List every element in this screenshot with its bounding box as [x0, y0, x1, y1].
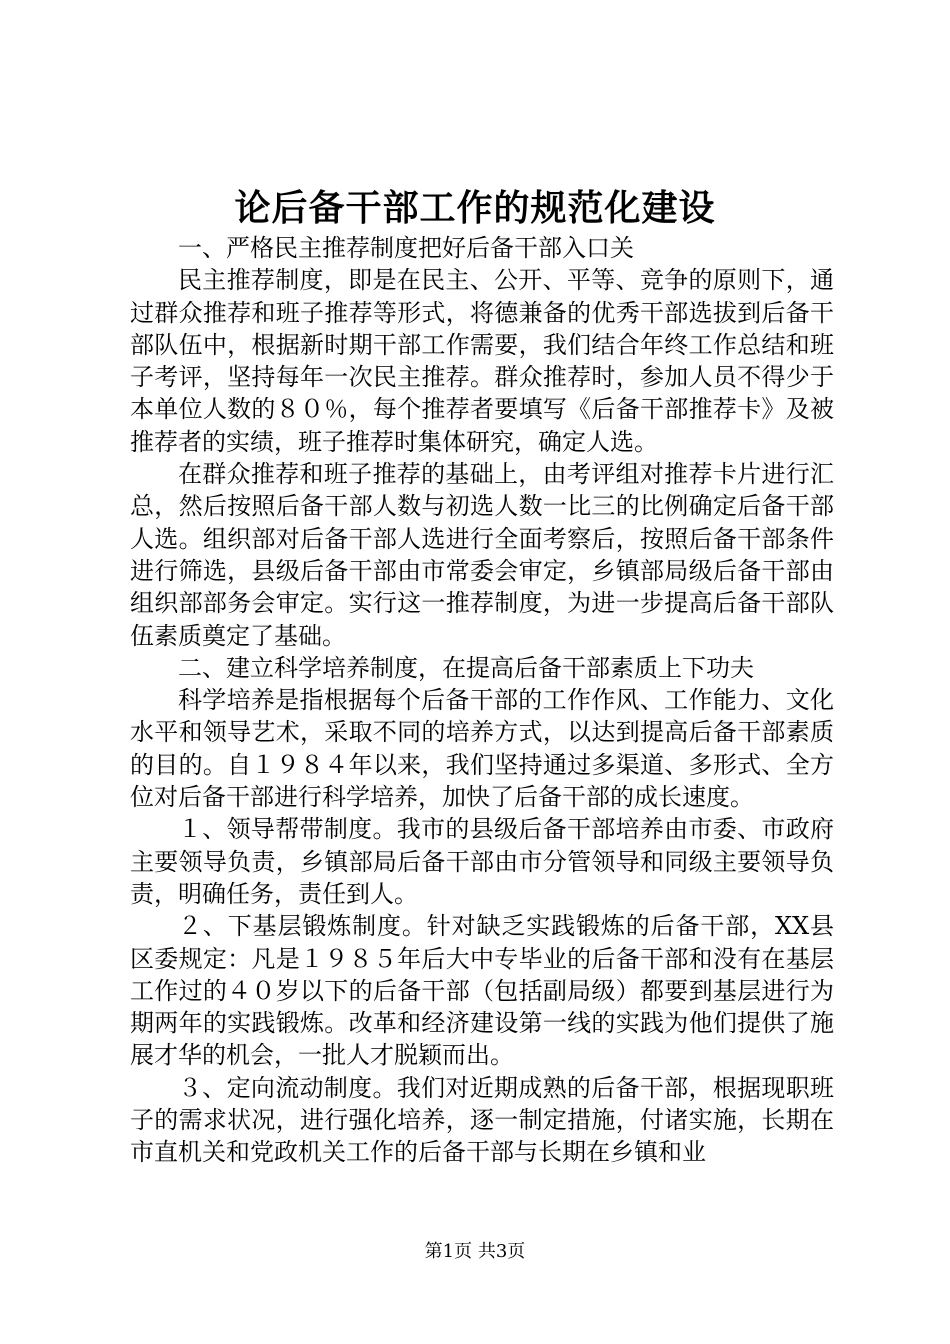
document-body	[130, 232, 834, 1169]
paragraph: 在群众推荐和班子推荐的基础上，由考评组对推荐卡片进行汇总，然后按照后备干部人数与初选人数一比三的比例确定后备干部人选。组织部对后备干部人选进行全面考察后，按照后备干部条件进行筛选，县级后备干部由市常委会审定，乡镇部局级后备干部由组织部部务会审定。实行这一推荐制度，为进一步提高后备干部队伍素质奠定了基础。	[130, 460, 834, 650]
paragraph: １、领导帮带制度。我市的县级后备干部培养由市委、市政府主要领导负责，乡镇部局后备干部由市分管领导和同级主要领导负责，明确任务，责任到人。	[130, 815, 834, 908]
paragraph: 科学培养是指根据每个后备干部的工作作风、工作能力、文化水平和领导艺术，采取不同的培养方式，以达到提高后备干部素质的目的。自１９８４年以来，我们坚持通过多渠道、多形式、全方位对后备干部进行科学培养，加快了后备干部的成长速度。	[130, 686, 834, 812]
paragraph: ３、定向流动制度。我们对近期成熟的后备干部，根据现职班子的需求状况，进行强化培养，逐一制定措施，付诸实施，长期在市直机关和党政机关工作的后备干部与长期在乡镇和业	[130, 1073, 834, 1167]
page-footer: 第1页 共3页	[424, 1241, 526, 1262]
section-heading-1: 一、严格民主推荐制度把好后备干部入口关	[178, 234, 634, 262]
section-heading-2: 二、建立科学培养制度，在提高后备干部素质上下功夫	[178, 653, 754, 682]
document-title: 论后备干部工作的规范化建设	[234, 187, 716, 229]
paragraph: ２、下基层锻炼制度。针对缺乏实践锻炼的后备干部，XX县区委规定：凡是１９８５年后大中专毕业的后备干部和没有在基层工作过的４０岁以下的后备干部（包括副局级）都要到基层进行为期两年的实践锻炼。改革和经济建设第一线的实践为他们提供了施展才华的机会，一批人才脱颖而出。	[130, 912, 834, 1070]
paragraph: 民主推荐制度，即是在民主、公开、平等、竞争的原则下，通过群众推荐和班子推荐等形式，将德兼备的优秀干部选拔到后备干部队伍中，根据新时期干部工作需要，我们结合年终工作总结和班子考评，坚持每年一次民主推荐。群众推荐时，参加人员不得少于本单位人数的８０％，每个推荐者要填写《后备干部推荐卡》及被推荐者的实绩，班子推荐时集体研究，确定人选。	[130, 266, 834, 456]
